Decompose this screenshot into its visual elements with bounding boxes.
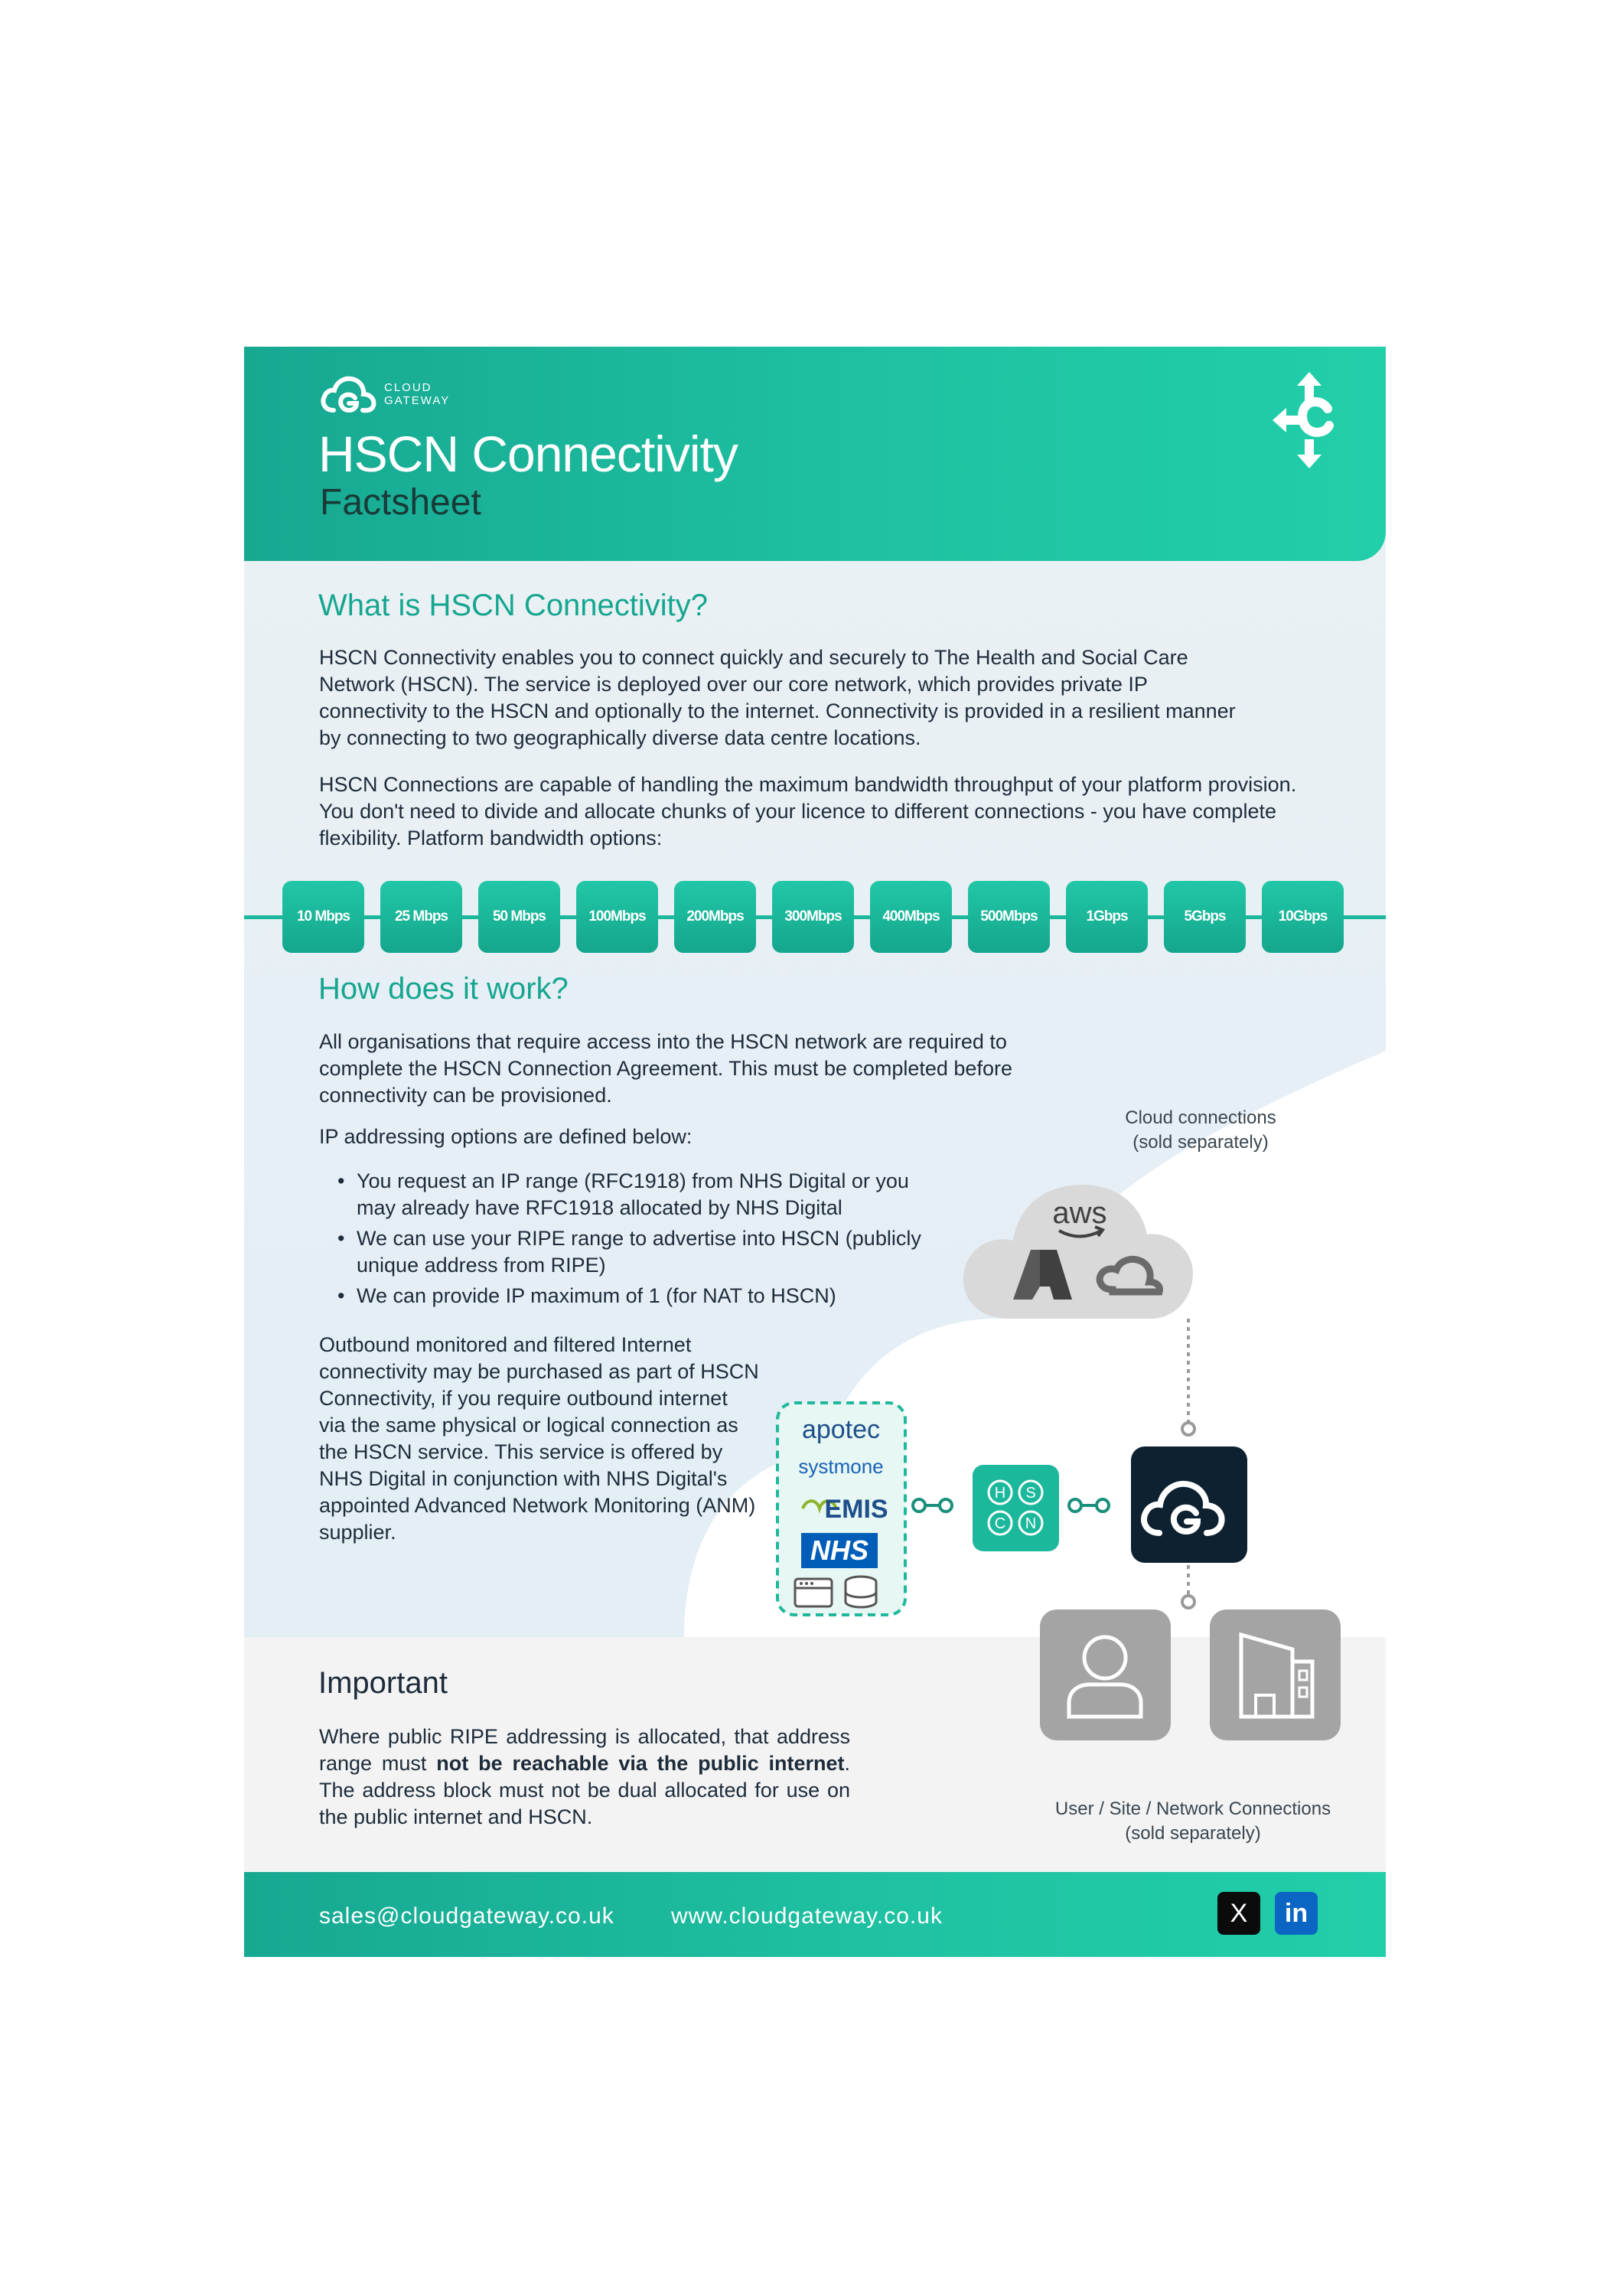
page-title: HSCN Connectivity xyxy=(318,426,738,482)
important-heading: Important xyxy=(318,1666,448,1700)
bandwidth-chip: 500Mbps xyxy=(968,881,1050,953)
x-social-icon[interactable]: X xyxy=(1217,1892,1260,1935)
brand-line-1: CLOUD xyxy=(384,381,432,394)
connector-node xyxy=(1182,1596,1194,1608)
nhs-logo: NHS xyxy=(810,1534,869,1566)
bandwidth-chip: 25 Mbps xyxy=(380,881,462,953)
connector-node xyxy=(940,1499,952,1512)
bandwidth-chip: 100Mbps xyxy=(576,881,658,953)
brand-line-2: GATEWAY xyxy=(384,394,451,407)
linkedin-icon[interactable]: in xyxy=(1275,1892,1318,1935)
important-text-part: . The address block must not be dual allocated for use on the public internet and HSCN. xyxy=(319,1752,851,1828)
what-paragraph-2: HSCN Connections are capable of handling the maximum bandwidth throughput of your platform provision. You don't need to divide and allocate chunks of your licence to different connections - you have complete flexibility. Platform bandwidth options: xyxy=(319,773,1297,850)
how-paragraph-1: All organisations that require access into the HSCN network are required to complete the HSCN Connection Agreement. This must be completed before connectivity can be provisioned. xyxy=(319,1030,1012,1107)
hscn-letter: N xyxy=(1025,1515,1037,1532)
bandwidth-chip: 50 Mbps xyxy=(478,881,560,953)
apotec-logo: apotec xyxy=(801,1415,881,1444)
connector-node xyxy=(1069,1499,1081,1512)
hscn-letter: H xyxy=(994,1485,1006,1502)
bandwidth-chip: 10Gbps xyxy=(1262,881,1344,953)
bandwidth-chip: 1Gbps xyxy=(1066,881,1148,953)
website-link[interactable]: www.cloudgateway.co.uk xyxy=(671,1903,943,1929)
list-item: • We can use your RIPE range to advertise into HSCN (publicly unique address from RIPE) xyxy=(337,1225,942,1279)
important-text-part: Where public RIPE addressing is allocated, that address range must xyxy=(319,1725,850,1775)
email-link[interactable]: sales@cloudgateway.co.uk xyxy=(319,1903,614,1929)
important-text xyxy=(319,1724,850,1831)
cloudgateway-icon xyxy=(1131,1446,1247,1563)
list-item: • We can provide IP maximum of 1 (for NAT to HSCN) xyxy=(337,1283,942,1309)
what-heading: What is HSCN Connectivity? xyxy=(318,589,709,622)
building-icon xyxy=(1210,1609,1341,1740)
important-text-bold: not be reachable via the public internet xyxy=(436,1752,845,1775)
systmone-logo: systmone xyxy=(798,1455,884,1478)
user-icon xyxy=(1040,1609,1171,1740)
connector-node xyxy=(1182,1423,1194,1435)
hscn-icon xyxy=(973,1465,1059,1551)
bandwidth-chip: 10 Mbps xyxy=(282,881,364,953)
connector-node xyxy=(1097,1499,1109,1512)
what-paragraph-1: HSCN Connectivity enables you to connect quickly and securely to The Health and Social Care Network (HSCN). The service is deployed over our core network, which provides private IP connectivity to the HSCN and optionally to the internet. Connectivity is provided in a resilient manner by connecting to two geographically diverse data centre locations. xyxy=(319,646,1236,749)
bandwidth-chip: 5Gbps xyxy=(1164,881,1246,953)
user-connections-label: User / Site / Network Connections (sold separately) xyxy=(1054,1799,1331,1844)
connector-node xyxy=(913,1499,925,1512)
bandwidth-chip: 300Mbps xyxy=(772,881,854,953)
emis-logo: EMIS xyxy=(824,1495,888,1524)
bandwidth-chip: 200Mbps xyxy=(674,881,756,953)
aws-text: aws xyxy=(1052,1196,1107,1230)
how-paragraph-2: IP addressing options are defined below: xyxy=(319,1125,693,1148)
how-paragraph-3: Outbound monitored and filtered Internet connectivity may be purchased as part of HSCN Connectivity, if you require outbound internet via the same physical or logical connection as the HSCN service. This service is offered by NHS Digital in conjunction with NHS Digital's appointed Advanced Network Monitoring (ANM) supplier. xyxy=(319,1333,759,1544)
bandwidth-chip: 400Mbps xyxy=(870,881,952,953)
hscn-letter: S xyxy=(1025,1485,1036,1502)
hscn-letter: C xyxy=(994,1515,1006,1532)
factsheet-page xyxy=(244,347,1386,1957)
page-subtitle: Factsheet xyxy=(320,482,481,523)
how-heading: How does it work? xyxy=(318,972,569,1006)
cloud-connections-label: Cloud connections (sold separately) xyxy=(1125,1107,1276,1153)
list-item: • You request an IP range (RFC1918) from NHS Digital or you may already have RFC1918 allocated by NHS Digital xyxy=(337,1168,942,1221)
